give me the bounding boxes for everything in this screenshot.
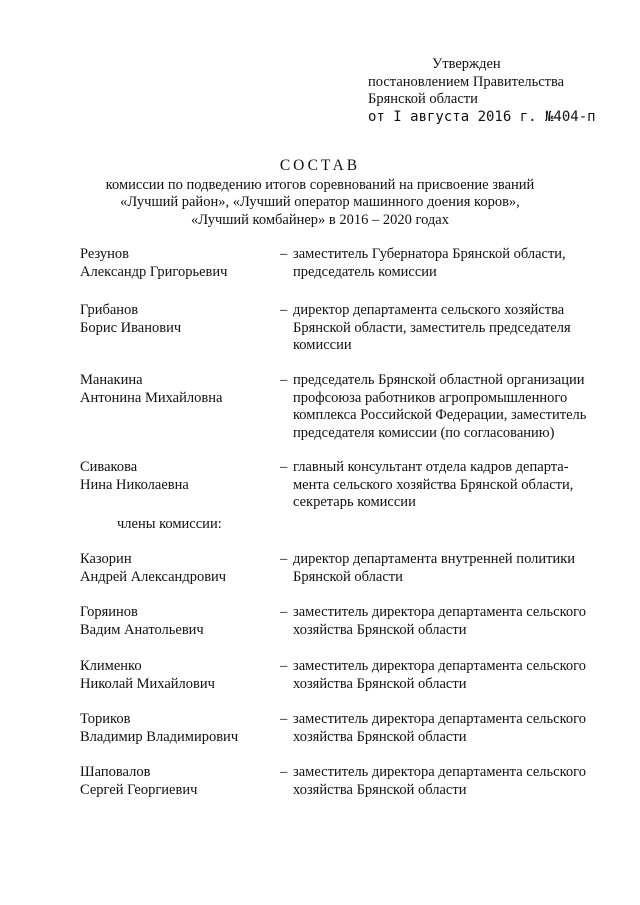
member-given-names: Борис Иванович bbox=[80, 319, 182, 336]
dash-separator: – bbox=[280, 551, 288, 567]
heading-line-3: «Лучший комбайнер» в 2016 – 2020 годах bbox=[190, 211, 449, 228]
member-given-names: Сергей Георгиевич bbox=[80, 781, 198, 798]
member-role-line: директор департамента внутренней политики bbox=[293, 551, 576, 567]
member-surname: Резунов bbox=[80, 246, 130, 262]
approval-date-number: от I августа 2016 г. №404-п bbox=[368, 108, 596, 125]
member-role bbox=[293, 604, 603, 639]
member-role-line: хозяйства Брянской области bbox=[293, 621, 467, 638]
dash-separator: – bbox=[280, 302, 288, 318]
member-role-line: заместитель директора департамента сельского bbox=[293, 764, 586, 780]
approval-title: Утвержден bbox=[432, 56, 501, 72]
member-surname: Горяинов bbox=[80, 604, 138, 620]
member-name bbox=[80, 551, 270, 586]
member-name bbox=[80, 246, 270, 281]
member-role-line: мента сельского хозяйства Брянской области, bbox=[293, 476, 574, 493]
member-surname: Грибанов bbox=[80, 302, 139, 318]
member-role-line: председатель комиссии bbox=[293, 263, 437, 280]
member-role-line: заместитель директора департамента сельского bbox=[293, 711, 586, 727]
member-role-line: комиссии bbox=[293, 337, 352, 353]
member-surname: Казорин bbox=[80, 551, 132, 567]
member-role-line: директор департамента сельского хозяйства bbox=[293, 302, 565, 318]
member-given-names: Нина Николаевна bbox=[80, 476, 189, 493]
dash-separator: – bbox=[280, 658, 288, 674]
member-given-names: Вадим Анатольевич bbox=[80, 621, 204, 638]
member-role-line: комплекса Российской Федерации, заместитель bbox=[293, 407, 587, 423]
dash-separator: – bbox=[280, 604, 288, 620]
heading-line-1: комиссии по подведению итогов соревнований на присвоение званий bbox=[105, 176, 535, 193]
member-role-line: Брянской области, заместитель председателя bbox=[293, 319, 571, 336]
member-name bbox=[80, 372, 270, 407]
member-role bbox=[293, 551, 603, 586]
member-given-names: Владимир Владимирович bbox=[80, 728, 239, 745]
member-name bbox=[80, 302, 270, 337]
members-label: члены комиссии: bbox=[117, 516, 222, 532]
member-role bbox=[293, 459, 603, 512]
member-surname: Шаповалов bbox=[80, 764, 151, 780]
document-title: СОСТАВ bbox=[279, 157, 361, 174]
member-role-line: председателя комиссии (по согласованию) bbox=[293, 424, 555, 441]
member-surname: Сивакова bbox=[80, 459, 138, 475]
dash-separator: – bbox=[280, 764, 288, 780]
member-role-line: профсоюза работников агропромышленного bbox=[293, 389, 568, 406]
member-surname: Манакина bbox=[80, 372, 143, 388]
member-role-line: заместитель директора департамента сельского bbox=[293, 604, 586, 620]
dash-separator: – bbox=[280, 711, 288, 727]
member-role bbox=[293, 246, 603, 281]
member-given-names: Андрей Александрович bbox=[80, 568, 227, 585]
member-name bbox=[80, 711, 270, 746]
member-role-line: секретарь комиссии bbox=[293, 494, 416, 510]
member-name bbox=[80, 459, 270, 494]
member-role bbox=[293, 764, 603, 799]
member-role bbox=[293, 658, 603, 693]
member-role-line: Брянской области bbox=[293, 568, 403, 585]
approval-line-3: Брянской области bbox=[368, 91, 478, 107]
member-role-line: заместитель Губернатора Брянской области, bbox=[293, 246, 566, 262]
member-given-names: Николай Михайлович bbox=[80, 675, 215, 692]
dash-separator: – bbox=[280, 246, 288, 262]
member-role bbox=[293, 711, 603, 746]
heading-line-2: «Лучший район», «Лучший оператор машинного доения коров», bbox=[120, 194, 520, 210]
member-surname: Клименко bbox=[80, 658, 142, 674]
member-role bbox=[293, 372, 603, 442]
member-role-line: главный консультант отдела кадров департа- bbox=[293, 459, 569, 475]
member-role-line: хозяйства Брянской области bbox=[293, 781, 467, 798]
document-heading bbox=[40, 157, 600, 229]
member-given-names: Антонина Михайловна bbox=[80, 389, 223, 406]
member-role-line: хозяйства Брянской области bbox=[293, 728, 467, 745]
member-name bbox=[80, 764, 270, 799]
member-role bbox=[293, 302, 603, 355]
member-name bbox=[80, 604, 270, 639]
approval-stamp bbox=[368, 56, 628, 126]
member-name bbox=[80, 658, 270, 693]
approval-line-2: постановлением Правительства bbox=[368, 73, 565, 90]
member-role-line: заместитель директора департамента сельского bbox=[293, 658, 586, 674]
member-given-names: Александр Григорьевич bbox=[80, 263, 228, 280]
dash-separator: – bbox=[280, 372, 288, 388]
member-surname: Ториков bbox=[80, 711, 131, 727]
member-role-line: хозяйства Брянской области bbox=[293, 675, 467, 692]
dash-separator: – bbox=[280, 459, 288, 475]
member-role-line: председатель Брянской областной организации bbox=[293, 372, 585, 388]
